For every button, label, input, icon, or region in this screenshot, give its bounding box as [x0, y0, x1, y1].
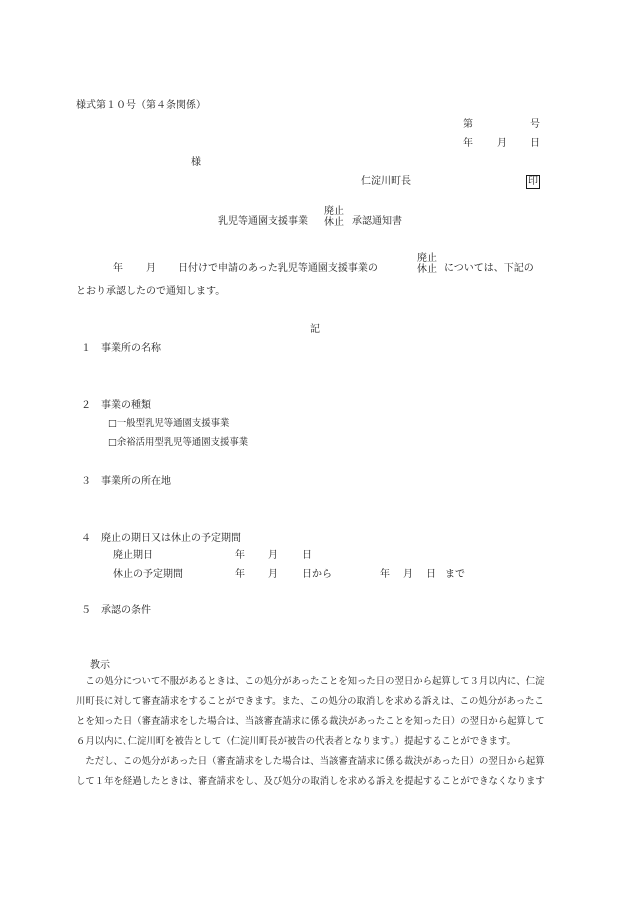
section-2-label: 事業の種類	[101, 400, 151, 411]
title-choice-top: 廃止	[324, 206, 344, 217]
body-text-line2: とおり承認したので通知します。	[76, 286, 226, 297]
date-day: 日	[530, 138, 540, 149]
title-choice-bottom: 休止	[324, 217, 344, 228]
section-5-label: 承認の条件	[101, 605, 151, 616]
section-4-number: ４	[81, 533, 91, 544]
body-month: 月	[146, 263, 156, 274]
doc-number-go: 号	[530, 119, 540, 130]
section-4-label: 廃止の期日又は休止の予定期間	[101, 533, 241, 544]
suspension-period-label: 休止の予定期間	[113, 569, 183, 580]
suspension-start-day: 日から	[302, 569, 332, 580]
suspension-end-year: 年	[380, 569, 390, 580]
notice-heading: 教示	[90, 660, 110, 671]
suspension-end-month: 月	[403, 569, 413, 580]
title-suffix: 承認通知書	[352, 216, 402, 227]
issuer-name: 仁淀川町長	[361, 176, 411, 187]
doc-number-dai: 第	[463, 119, 473, 130]
section-5-number: ５	[81, 605, 91, 616]
title-choice	[324, 206, 344, 228]
suspension-start-year: 年	[235, 569, 245, 580]
body-choice-bottom: 休止	[417, 264, 437, 275]
body-year: 年	[113, 263, 123, 274]
notice-body	[76, 672, 551, 792]
notice-paragraph-1: この処分について不服があるときは、この処分があったことを知った日の翌日から起算して３月以内に、仁淀川町長に対して審査請求をすることができます。また、この処分の取消しを求める訴えは、この処分があったことを知った日（審査請求をした場合は、当該審査請求に係る裁決があったことを知った日）の翌日から起算して６月以内に､仁淀川町を被告として（仁淀川町長が被告の代表者となります｡）提起することができます。	[76, 676, 545, 747]
section-3-label: 事業所の所在地	[101, 476, 171, 487]
body-choice-top: 廃止	[417, 253, 437, 264]
option-surplus-type: □余裕活用型乳児等通園支援事業	[108, 437, 249, 448]
suspension-until: まで	[445, 569, 465, 580]
option-general-type: □一般型乳児等通園支援事業	[108, 418, 230, 429]
suspension-start-month: 月	[268, 569, 278, 580]
body-choice	[417, 253, 437, 275]
abolition-year: 年	[235, 550, 245, 561]
section-2-number: ２	[81, 400, 91, 411]
addressee-suffix: 様	[191, 157, 201, 168]
abolition-day: 日	[302, 550, 312, 561]
date-month: 月	[497, 138, 507, 149]
abolition-date-label: 廃止期日	[113, 550, 153, 561]
form-label: 様式第１０号（第４条関係）	[76, 100, 206, 111]
body-text-part2: については、下記の	[444, 263, 534, 274]
suspension-end-day: 日	[426, 569, 436, 580]
notice-paragraph-2: ただし、この処分があった日（審査請求をした場合は、当該審査請求に係る裁決があった日）の翌日から起算して１年を経過したときは、審査請求をし、及び処分の取消しを求める訴えを提起することができなくなります	[76, 756, 545, 787]
section-3-number: ３	[81, 476, 91, 487]
section-1-number: １	[81, 343, 91, 354]
section-1-label: 事業所の名称	[101, 343, 161, 354]
abolition-month: 月	[268, 550, 278, 561]
title-prefix: 乳児等通園支援事業	[218, 216, 308, 227]
seal-mark: 印	[528, 176, 538, 187]
date-year: 年	[463, 138, 473, 149]
ki-heading: 記	[310, 324, 320, 335]
body-text-part1: 日付けで申請のあった乳児等通園支援事業の	[178, 263, 378, 274]
seal-box	[526, 175, 540, 189]
